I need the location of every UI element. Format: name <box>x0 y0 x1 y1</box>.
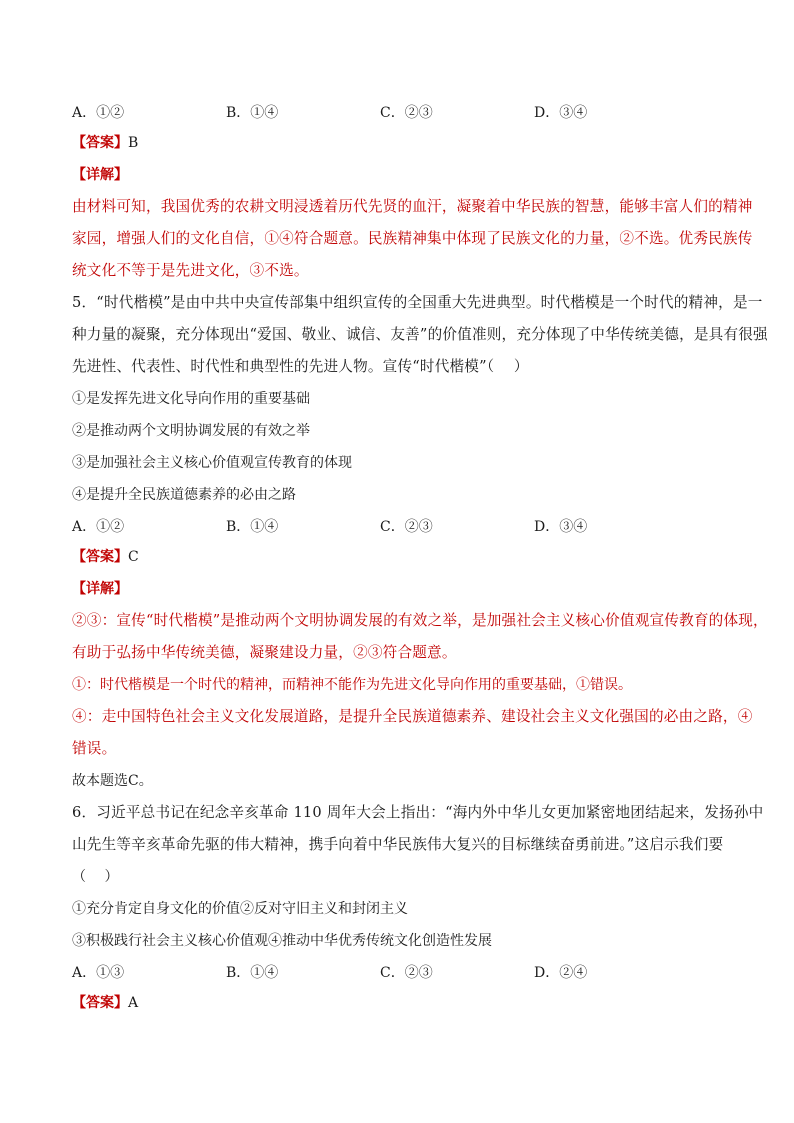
q5-option-1: ①是发挥先进文化导向作用的重要基础 <box>72 391 310 407</box>
q5-explanation-line-2: 有助于弘扬中华传统美德，凝聚建设力量，②③符合题意。 <box>72 644 457 661</box>
q5-choice-a: A．①② <box>72 519 125 535</box>
q6-answer <box>72 994 732 1012</box>
q6-option-line-2: ③积极践行社会主义核心价值观④推动中华优秀传统文化创造性发展 <box>72 933 492 949</box>
q5-answer-value: C <box>128 549 139 565</box>
q4-choice-d: D．③④ <box>534 105 588 121</box>
q6-choices <box>72 962 732 980</box>
q4-choice-a: A．①② <box>72 105 125 121</box>
q5-choices <box>72 516 732 534</box>
q6-answer-label: 【答案】 <box>72 995 128 1011</box>
q6-choice-b: B．①④ <box>226 965 279 981</box>
q5-explanation-line-1: ②③：宣传“时代楷模”是推动两个文明协调发展的有效之举，是加强社会主义核心价值观宣传教育的体现， <box>72 612 768 629</box>
q5-choice-d: D．③④ <box>534 519 588 535</box>
q4-choices <box>72 102 732 120</box>
q5-explanation-line-4: ④：走中国特色社会主义文化发展道路，是提升全民族道德素养、建设社会主义文化强国的必由之路，④ <box>72 708 753 725</box>
q5-explanation-line-3: ①：时代楷模是一个时代的精神，而精神不能作为先进文化导向作用的重要基础，①错误。 <box>72 677 632 693</box>
q5-option-2: ②是推动两个文明协调发展的有效之举 <box>72 423 310 439</box>
q4-detail-label: 【详解】 <box>72 167 128 183</box>
q5-detail-label: 【详解】 <box>72 581 128 597</box>
q4-choice-c: C．②③ <box>380 105 433 121</box>
q5-choice-c: C．②③ <box>380 519 433 535</box>
q5-option-4: ④是提升全民族道德素养的必由之路 <box>72 487 296 503</box>
q4-explanation-line-1: 由材料可知，我国优秀的农耕文明浸透着历代先贤的血汗，凝聚着中华民族的智慧，能够丰富人们的精神 <box>72 198 753 215</box>
q5-stem-line-2: 种力量的凝聚，充分体现出“爱国、敬业、诚信、友善”的价值准则，充分体现了中华传统美德，是具有很强 <box>72 326 768 343</box>
q4-choice-b: B．①④ <box>226 105 279 121</box>
q6-answer-value: A <box>128 995 139 1011</box>
q5-choice-b: B．①④ <box>226 519 279 535</box>
q5-answer-label: 【答案】 <box>72 549 128 565</box>
q6-option-line-1: ①充分肯定自身文化的价值②反对守旧主义和封闭主义 <box>72 901 408 917</box>
q6-choice-d: D．②④ <box>534 965 588 981</box>
q5-explanation-line-5: 错误。 <box>72 740 117 757</box>
q6-choice-c: C．②③ <box>380 965 433 981</box>
q4-explanation-line-2: 家园，增强人们的文化自信，①④符合题意。民族精神集中体现了民族文化的力量，②不选。优秀民族传 <box>72 230 753 247</box>
q5-stem-line-1: 5．“时代楷模”是由中共中央宣传部集中组织宣传的全国重大先进典型。时代楷模是一个时代的精神，是一 <box>72 294 763 311</box>
q6-stem-line-3: （ ） <box>72 869 119 885</box>
q6-choice-a: A．①③ <box>72 965 125 981</box>
q4-answer-label: 【答案】 <box>72 135 128 151</box>
q5-option-3: ③是加强社会主义核心价值观宣传教育的体现 <box>72 455 352 471</box>
q4-answer <box>72 134 732 152</box>
q4-explanation-line-3: 统文化不等于是先进文化，③不选。 <box>72 262 309 279</box>
q5-conclusion: 故本题选C。 <box>72 773 153 789</box>
q4-answer-value: B <box>128 135 139 151</box>
q6-stem-line-2: 山先生等辛亥革命先驱的伟大精神，携手向着中华民族伟大复兴的目标继续奋勇前进。”这启示我们要 <box>72 836 724 853</box>
q5-stem-line-3: 先进性、代表性、时代性和典型性的先进人物。宣传“时代楷模”（ ） <box>72 358 529 375</box>
q5-answer <box>72 548 732 566</box>
q6-stem-line-1: 6．习近平总书记在纪念辛亥革命 110 周年大会上指出：“海内外中华儿女更加紧密地团结起来，发扬孙中 <box>72 804 764 821</box>
